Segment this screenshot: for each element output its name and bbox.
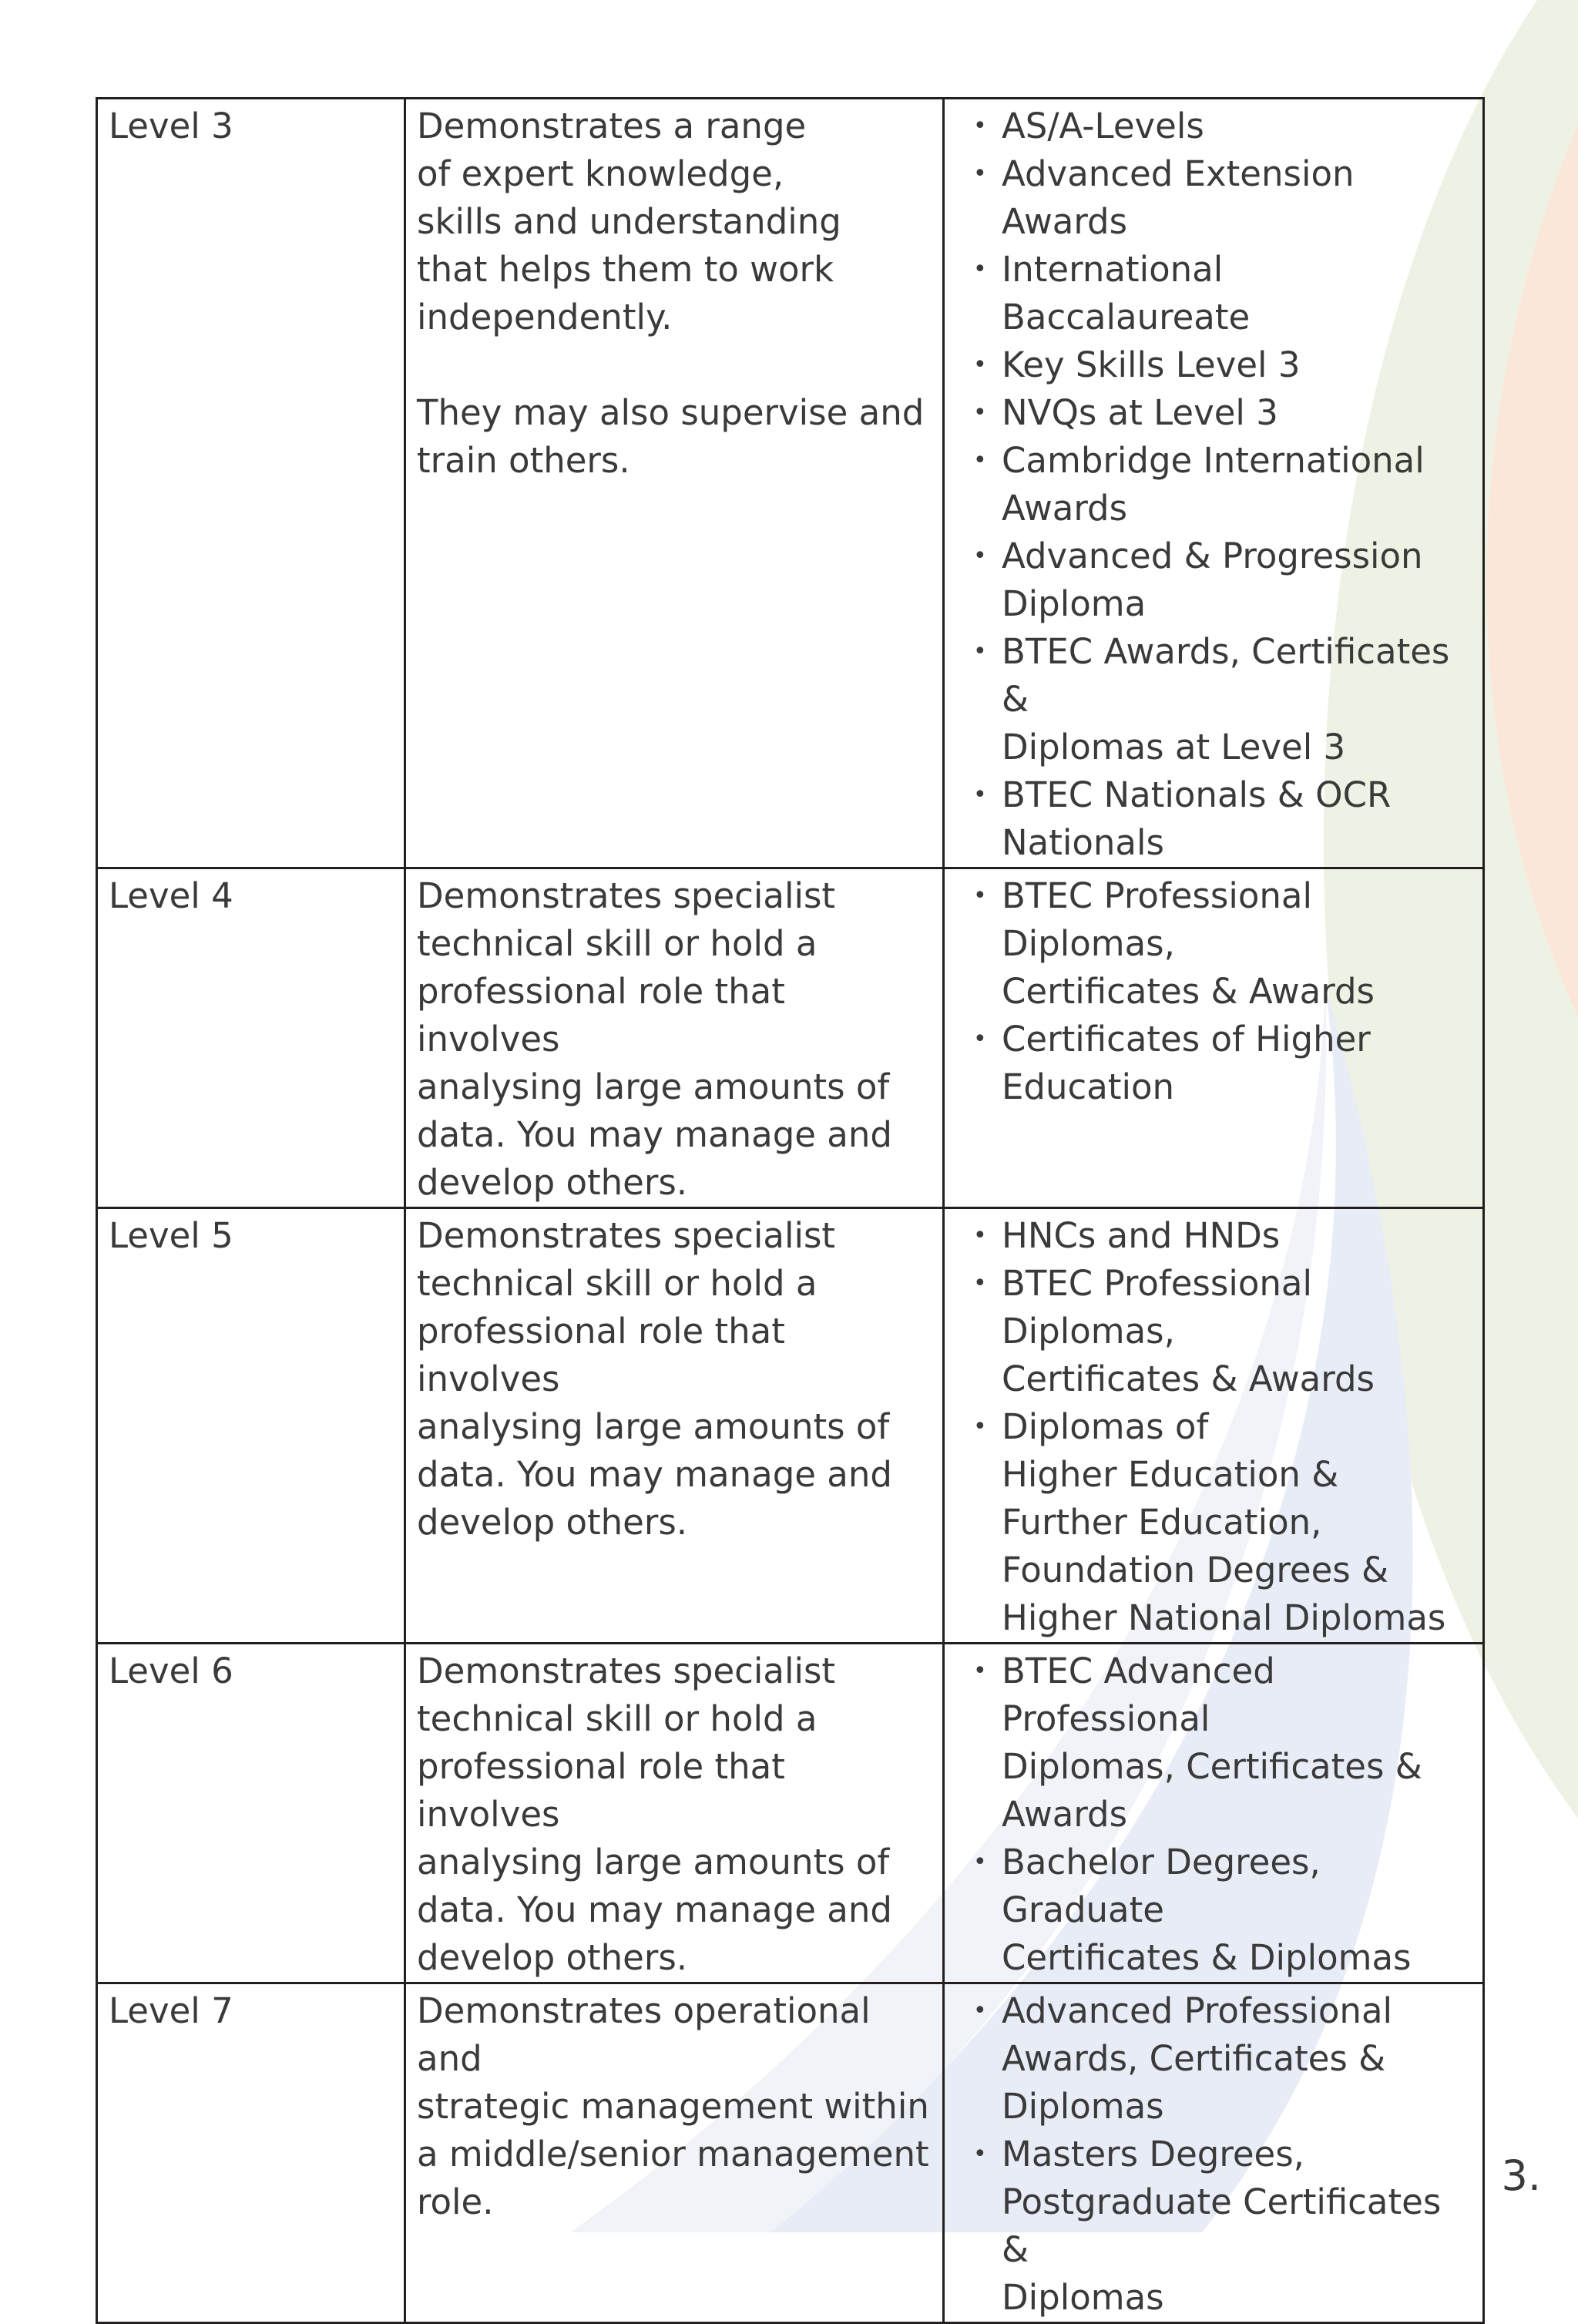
table-row	[97, 868, 1484, 1208]
qualification-levels-table	[96, 97, 1485, 2324]
description-cell	[405, 99, 944, 868]
description-cell	[405, 868, 944, 1208]
description-text: Demonstrates a range of expert knowledge, skills and understanding that helps them to work independently.	[417, 106, 841, 338]
table-row	[97, 1208, 1484, 1644]
qualifications-cell	[944, 99, 1484, 868]
list-item: • Advanced & Progression Diploma	[1002, 532, 1472, 628]
level-label: Level 3	[109, 106, 233, 146]
list-item: • BTEC Professional Diplomas, Certificates & Awards	[1002, 1260, 1472, 1403]
list-item: • Certificates of Higher Education	[1002, 1016, 1472, 1111]
qualifications-cell	[944, 868, 1484, 1208]
list-item: • BTEC Advanced Professional Diplomas, Certificates & Awards	[1002, 1647, 1472, 1839]
level-cell	[97, 1983, 405, 2323]
qualifications-cell	[944, 1983, 1484, 2323]
description-text: They may also supervise and train others.	[417, 392, 925, 481]
list-item: • Diplomas of Higher Education & Further Education, Foundation Degrees & Higher National Diplomas	[1002, 1403, 1472, 1642]
qualifications-list	[955, 872, 1472, 1111]
list-item: • BTEC Awards, Certificates & Diplomas at Level 3	[1002, 628, 1472, 771]
level-cell	[97, 99, 405, 868]
qualifications-list	[955, 102, 1472, 867]
level-label: Level 6	[109, 1651, 233, 1691]
list-item: • Advanced Professional Awards, Certificates & Diplomas	[1002, 1987, 1472, 2131]
list-item: • BTEC Nationals & OCR Nationals	[1002, 771, 1472, 867]
description-text: Demonstrates specialist technical skill or hold a professional role that involves analysing large amounts of data. You may manage and develop others.	[417, 875, 892, 1203]
list-item: • NVQs at Level 3	[1002, 389, 1472, 437]
level-label: Level 4	[109, 875, 233, 916]
list-item: • Masters Degrees, Postgraduate Certificates & Diplomas	[1002, 2131, 1472, 2322]
level-label: Level 7	[109, 1990, 233, 2031]
list-item: • International Baccalaureate	[1002, 246, 1472, 341]
level-cell	[97, 1644, 405, 1983]
list-item: • AS/A-Levels	[1002, 102, 1472, 150]
qualifications-list	[955, 1987, 1472, 2322]
description-text: Demonstrates specialist technical skill or hold a professional role that involves analysing large amounts of data. You may manage and develop others.	[417, 1651, 892, 1978]
description-text: Demonstrates operational and strategic management within a middle/senior management role.	[417, 1990, 929, 2222]
level-label: Level 5	[109, 1215, 233, 1256]
description-text: Demonstrates specialist technical skill or hold a professional role that involves analysing large amounts of data. You may manage and develop others.	[417, 1215, 892, 1543]
list-item: • Key Skills Level 3	[1002, 341, 1472, 389]
qualifications-list	[955, 1212, 1472, 1642]
level-cell	[97, 1208, 405, 1644]
description-cell	[405, 1644, 944, 1983]
qualifications-list	[955, 1647, 1472, 1982]
description-cell	[405, 1983, 944, 2323]
list-item: • Bachelor Degrees, Graduate Certificates & Diplomas	[1002, 1839, 1472, 1982]
qualifications-cell	[944, 1644, 1484, 1983]
list-item: • Advanced Extension Awards	[1002, 150, 1472, 246]
list-item: • BTEC Professional Diplomas, Certificates & Awards	[1002, 872, 1472, 1016]
list-item: • HNCs and HNDs	[1002, 1212, 1472, 1260]
list-item: • Cambridge International Awards	[1002, 437, 1472, 532]
table-row	[97, 1983, 1484, 2323]
qualifications-cell	[944, 1208, 1484, 1644]
description-cell	[405, 1208, 944, 1644]
table-row	[97, 1644, 1484, 1983]
table-row	[97, 99, 1484, 868]
page-number: 3.	[1501, 2151, 1541, 2200]
level-cell	[97, 868, 405, 1208]
